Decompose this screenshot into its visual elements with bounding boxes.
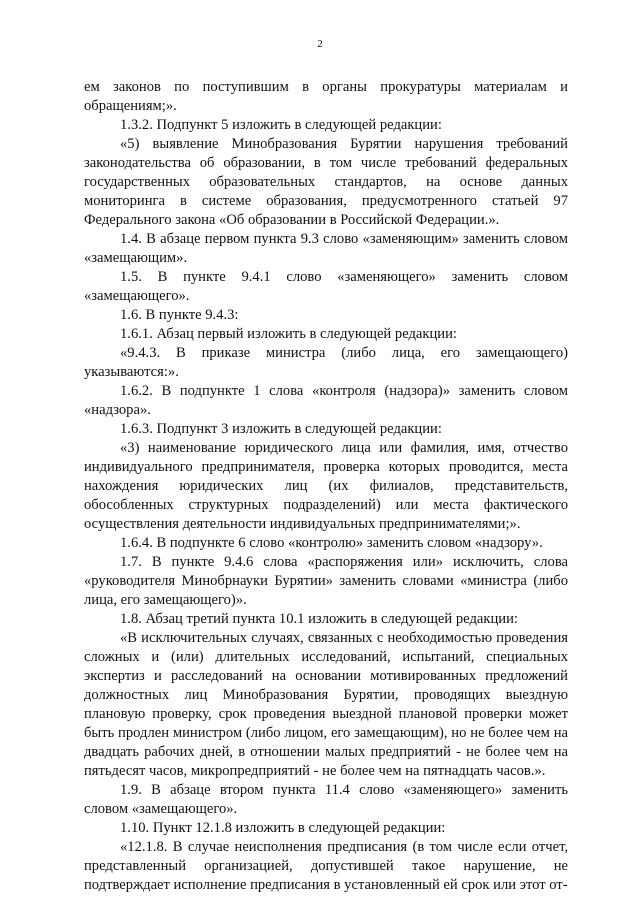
paragraph: 1.6.1. Абзац первый изложить в следующей редакции: <box>120 326 457 342</box>
paragraph: 1.4. В абзаце первом пункта 9.3 слово «заменяющим» заменить словом «замещающим». <box>84 231 568 266</box>
paragraph: ем законов по поступившим в органы прокуратуры материалам и обращениям;». <box>84 79 568 114</box>
paragraph: 1.6.4. В подпункте 6 слово «контролю» заменить словом «надзору». <box>120 535 543 551</box>
paragraph: 1.6.3. Подпункт 3 изложить в следующей редакции: <box>120 421 442 437</box>
paragraph: 1.10. Пункт 12.1.8 изложить в следующей редакции: <box>120 820 446 836</box>
paragraph: 1.7. В пункте 9.4.6 слова «распоряжения или» исключить, слова «руководителя Минобрнауки Бурятии» заменить словами «министра (либо лица, его замещающего)». <box>84 554 568 608</box>
paragraph: «5) выявление Минобразования Бурятии нарушения требований законодательства об образовании, в том числе требований федеральных государственных образовательных стандартов, на основе данных мониторинга в системе образования, предусмотренного статьей 97 Федерального закона «Об образовании в Российской Федерации.». <box>84 136 568 228</box>
paragraph: «9.4.3. В приказе министра (либо лица, его замещающего) указываются:». <box>84 345 568 380</box>
paragraph: «3) наименование юридического лица или фамилия, имя, отчество индивидуального предпринимателя, проверка которых проводится, места нахождения юридических лиц (их филиалов, представительств, обособленных структурных подразделений) или места фактического осуществления деятельности индивидуальных предпринимателями;». <box>84 440 568 532</box>
paragraph: 1.8. Абзац третий пункта 10.1 изложить в следующей редакции: <box>120 611 518 627</box>
paragraph: 1.9. В абзаце втором пункта 11.4 слово «заменяющего» заменить словом «замещающего». <box>84 782 568 817</box>
paragraph: 1.6.2. В подпункте 1 слова «контроля (надзора)» заменить словом «надзора». <box>84 383 568 418</box>
paragraph: 1.6. В пункте 9.4.3: <box>120 307 239 323</box>
page-number: 2 <box>317 38 323 50</box>
paragraph: «12.1.8. В случае неисполнения предписания (в том числе если отчет, представленный организацией, допустившей такое нарушение, не подтверждает исполнение предписания в установленный ей срок или этот от- <box>84 839 568 893</box>
paragraph: 1.5. В пункте 9.4.1 слово «заменяющего» заменить словом «замещающего». <box>84 269 568 304</box>
paragraph: «В исключительных случаях, связанных с необходимостью проведения сложных и (или) длительных исследований, испытаний, специальных экспертиз и расследований на основании мотивированных предложений должностных лиц Минобразования Бурятии, проводящих выездную плановую проверку, срок проведения выездной плановой проверки может быть продлен министром (либо лицом, его замещающим), но не более чем на двадцать рабочих дней, в отношении малых предприятий - не более чем на пятьдесят часов, микропредприятий - не более чем на пятнадцать часов.». <box>84 630 568 779</box>
document-body <box>84 78 568 895</box>
paragraph: 1.3.2. Подпункт 5 изложить в следующей редакции: <box>120 117 442 133</box>
